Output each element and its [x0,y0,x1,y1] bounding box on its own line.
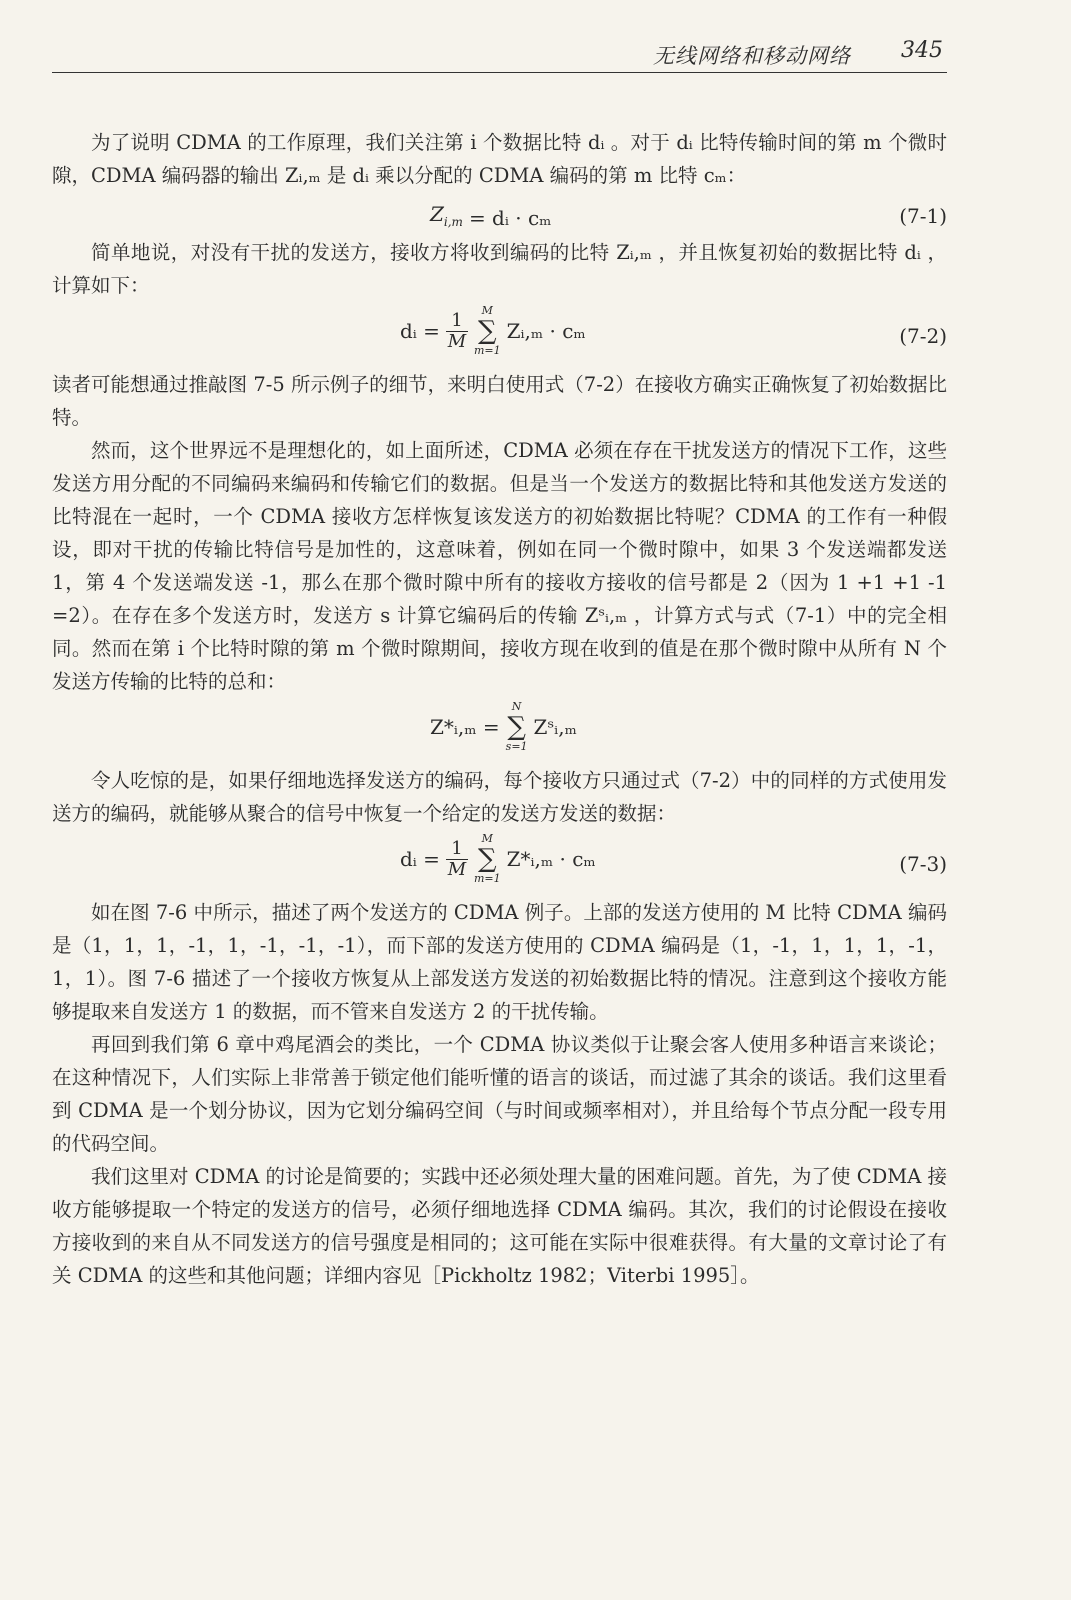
eq1-lhs: $Z_{i,m}$ [430,202,463,229]
paragraph-7: 再回到我们第 6 章中鸡尾酒会的类比，一个 CDMA 协议类似于让聚会客人使用多种语言来谈论；在这种情况下，人们实际上非常善于锁定他们能听懂的语言的谈话，而过滤了其余的谈话。我们这里看到 CDMA 是一个划分协议，因为它划分编码空间（与时间或频率相对），并且给每个节点分配一段专用的代码空间。 [52,1033,947,1155]
equation-number: (7-2) [899,324,947,348]
page-body [52,126,947,1292]
eqsum-body: Zˢᵢ,ₘ [533,714,577,739]
equation-number: (7-1) [899,204,947,228]
eq2-summation: M ∑ m=1 [473,304,501,357]
eq1-rhs: = dᵢ · cₘ [468,206,552,230]
paragraph-2: 简单地说，对没有干扰的发送方，接收方将收到编码的比特 Zᵢ,ₘ ，并且恢复初始的数据比特 dᵢ ，计算如下： [52,241,947,297]
equation-7-3 [52,830,947,896]
equation-7-2 [52,302,947,368]
equation-number: (7-3) [899,852,947,876]
paragraph-6: 如在图 7-6 中所示，描述了两个发送方的 CDMA 例子。上部的发送方使用的 M 比特 CDMA 编码是（1，1，1，-1，1，-1，-1，-1），而下部的发送方使用的 CDMA 编码是（1，-1，1，1，1，-1，1，1）。图 7-6 描述了一个接收方恢复从上部发送方发送的初始数据比特的情况。注意到这个接收方能够提取来自发送方 1 的数据，而不管来自发送方 2 的干扰传输。 [52,901,947,1023]
eq2-lhs: dᵢ = [400,318,440,343]
paragraph-8: 我们这里对 CDMA 的讨论是简要的；实践中还必须处理大量的困难问题。首先，为了使 CDMA 接收方能够提取一个特定的发送方的信号，必须仔细地选择 CDMA 编码。其次，我们的讨论假设在接收方接收到的来自从不同发送方的信号强度是相同的；这可能在实际中很难获得。有大量的文章讨论了有关 CDMA 的这些和其他问题；详细内容见［Pickholtz 1982；Viterbi 1995］。 [52,1165,948,1287]
eq3-body: Z*ᵢ,ₘ · cₘ [506,846,596,871]
eqsum-lhs: Z*ᵢ,ₘ = [430,714,500,739]
paragraph-5: 令人吃惊的是，如果仔细地选择发送方的编码，每个接收方只通过式（7-2）中的同样的方式使用发送方的编码，就能够从聚合的信号中恢复一个给定的发送方发送的数据： [52,769,947,825]
paragraph-4: 然而，这个世界远不是理想化的，如上面所述，CDMA 必须在存在干扰发送方的情况下工作，这些发送方用分配的不同编码来编码和传输它们的数据。但是当一个发送方的数据比特和其他发送方发送的比特混在一起时，一个 CDMA 接收方怎样恢复该发送方的初始数据比特呢？CDMA 的工作有一种假设，即对干扰的传输比特信号是加性的，这意味着，例如在同一个微时隙中，如果 3 个发送端都发送 1，第 4 个发送端发送 -1，那么在那个微时隙中所有的接收方接收的信号都是 2（因为 1 +1 +1 -1 =2）。在存在多个发送方时，发送方 s 计算它编码后的传输 Zˢᵢ,ₘ ，计算方式与式（7-1）中的完全相同。然而在第 i 个比特时隙的第 m 个微时隙期间，接收方现在收到的值是在那个微时隙中从所有 N 个发送方传输的比特的总和： [52,439,947,693]
paragraph-1: 为了说明 CDMA 的工作原理，我们关注第 i 个数据比特 dᵢ 。对于 dᵢ 比特传输时间的第 m 个微时隙，CDMA 编码器的输出 Zᵢ,ₘ 是 dᵢ 乘以分配的 CDMA 编码的第 m 比特 cₘ： [52,131,947,187]
eq2-fraction: $\frac{1}{M}$ [447,309,467,352]
eq3-lhs: dᵢ = [400,846,440,871]
eq3-summation: M ∑ m=1 [473,832,501,885]
equation-7-1 [52,192,947,236]
eq2-body: Zᵢ,ₘ · cₘ [506,318,586,343]
running-header [52,38,947,73]
equation-sum [52,698,947,764]
paragraph-3: 读者可能想通过推敲图 7-5 所示例子的细节，来明白使用式（7-2）在接收方确实正确恢复了初始数据比特。 [52,373,947,429]
page-number: 345 [901,38,943,63]
eqsum-summation: N ∑ s=1 [505,700,528,753]
chapter-title: 无线网络和移动网络 [653,44,851,68]
eq3-fraction: $\frac{1}{M}$ [447,837,467,880]
